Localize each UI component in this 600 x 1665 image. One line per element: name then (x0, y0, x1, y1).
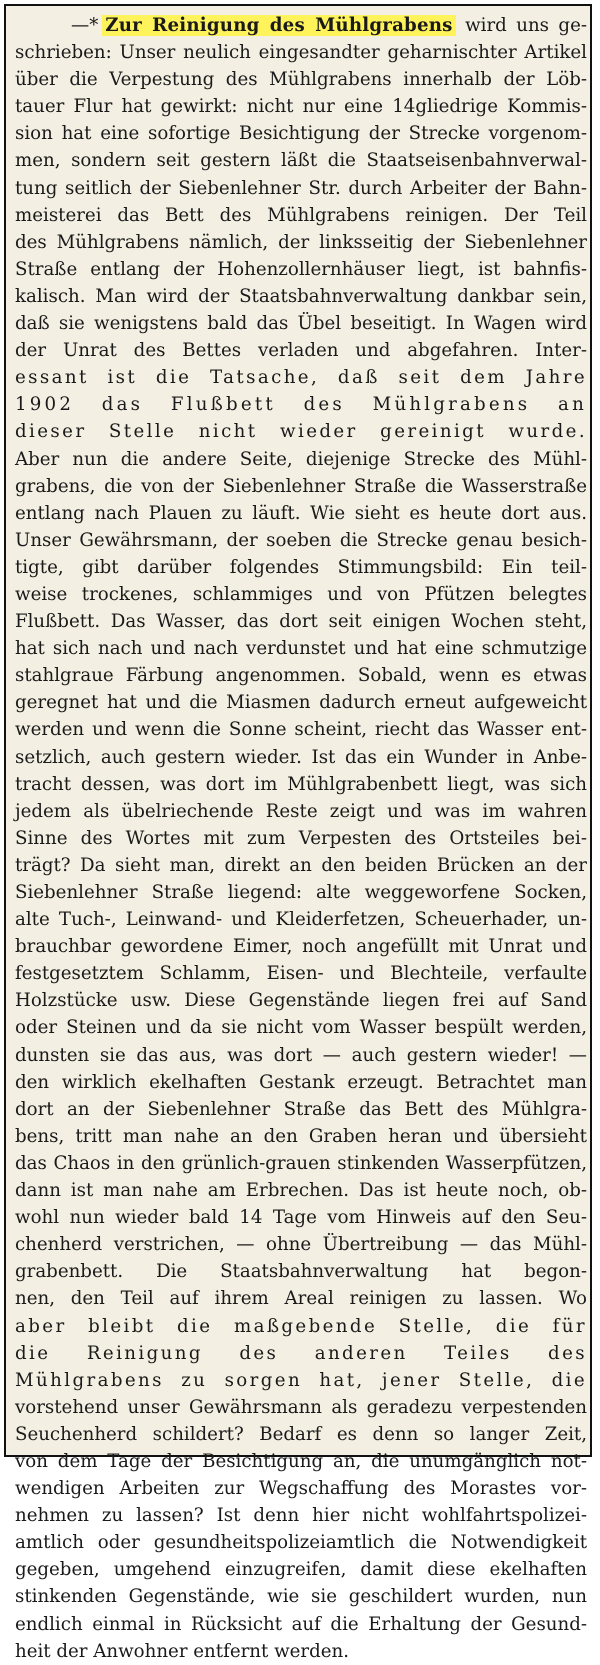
article-line: werden und wenn die Sonne scheint, riecht das Wasser ent- (15, 719, 587, 741)
article-line: Aber nun die andere Seite, diejenige Strecke des Mühl- (15, 448, 587, 470)
article-line: bens, tritt man nahe an den Graben heran und übersieht (15, 1125, 587, 1147)
article-line: hat sich nach und nach verdunstet und hat eine schmutzige (15, 638, 587, 660)
article-line: nehmen zu lassen? Ist denn hier nicht wohlfahrtspolizei- (15, 1505, 587, 1527)
article-line-spaced: Mühlgrabens zu sorgen hat, jener Stelle, die (15, 1369, 587, 1391)
article-line: dunsten sie das aus, was dort — auch gestern wieder! — (15, 1044, 587, 1066)
article-line: grabenbett. Die Staatsbahnverwaltung hat begon- (15, 1261, 587, 1283)
article-line: men, sondern seit gestern läßt die Staatseisenbahnverwal- (15, 150, 587, 172)
article-line: amtlich oder gesundheitspolizeiamtlich die Notwendigkeit (15, 1532, 587, 1554)
article-line: kalisch. Man wird der Staatsbahnverwaltung dankbar sein, (15, 285, 587, 307)
article-line: sion hat eine sofortige Besichtigung der Strecke vorgenom- (15, 123, 587, 145)
article-line: Holzstücke usw. Diese Gegenstände liegen frei auf Sand (15, 990, 587, 1012)
article-line: trägt? Da sieht man, direkt an den beiden Brücken an der (15, 854, 587, 876)
article-line: der Unrat des Bettes verladen und abgefahren. Inter- (15, 340, 587, 362)
article-line: grabens, die von der Siebenlehner Straße die Wasserstraße (15, 475, 587, 497)
newspaper-clipping (4, 4, 592, 1662)
article-line: endlich einmal in Rücksicht auf die Erhaltung der Gesund- (15, 1613, 587, 1635)
article-line: oder Steinen und da sie nicht vom Wasser bespült werden, (15, 1017, 587, 1039)
article-line: dort an der Siebenlehner Straße das Bett des Mühlgra- (15, 1098, 587, 1120)
article-line: Unser Gewährsmann, der soeben die Strecke genau besich- (15, 529, 587, 551)
article-line: daß sie wenigstens bald das Übel beseitigt. In Wagen wird (15, 313, 587, 335)
article-line: vorstehend unser Gewährsmann als geradezu verpestenden (15, 1396, 587, 1418)
article-line (15, 12, 587, 39)
article-line: schrieben: Unser neulich eingesandter geharnischter Artikel (15, 42, 587, 64)
article-headline: Zur Reinigung des Mühlgrabens (102, 15, 455, 36)
article-line: setzlich, auch gestern wieder. Ist das ein Wunder in Anbe- (15, 746, 587, 768)
article-line: geregnet hat und die Miasmen dadurch erneut aufgeweicht (15, 692, 587, 714)
article-line: tauer Flur hat gewirkt: nicht nur eine 14gliedrige Kommis- (15, 96, 587, 118)
article-line: stahlgraue Färbung angenommen. Sobald, wenn es etwas (15, 665, 587, 687)
article-line: brauchbar gewordene Eimer, noch angefüllt mit Unrat und (15, 936, 587, 958)
article-line: weise trockenes, schlammiges und von Pfützen belegtes (15, 583, 587, 605)
article-line: wendigen Arbeiten zur Wegschaffung des Morastes vor- (15, 1478, 587, 1500)
article-line: tung seitlich der Siebenlehner Str. durch Arbeiter der Bahn- (15, 177, 587, 199)
article-line: von dem Tage der Besichtigung an, die unumgänglich not- (15, 1450, 587, 1472)
article-line: Sinne des Wortes mit zum Verpesten des Ortsteiles bei- (15, 827, 587, 849)
article-line-spaced: essant ist die Tatsache, daß seit dem Jahre (15, 367, 587, 389)
article-line-spaced: aber bleibt die maßgebende Stelle, die für (15, 1315, 587, 1337)
article-line-spaced: 1902 das Flußbett des Mühlgrabens an (15, 394, 587, 416)
article-line: nen, den Teil auf ihrem Areal reinigen zu lassen. Wo (15, 1288, 587, 1310)
article-line-text: wird uns ge- (465, 15, 587, 36)
article-line: Flußbett. Das Wasser, das dort seit einigen Wochen steht, (15, 611, 587, 633)
article-line: über die Verpestung des Mühlgrabens innerhalb der Löb- (15, 69, 587, 91)
lead-dash: —* (71, 15, 99, 36)
article-line: chenherd verstrichen, — ohne Übertreibung — das Mühl- (15, 1234, 587, 1256)
article-text (15, 12, 587, 1665)
article-line: meisterei das Bett des Mühlgrabens reinigen. Der Teil (15, 204, 587, 226)
article-line: alte Tuch-, Leinwand- und Kleiderfetzen, Scheuerhader, un- (15, 909, 587, 931)
article-line: stinkenden Gegenstände, wie sie geschildert wurden, nun (15, 1586, 587, 1608)
article-line-last: heit der Anwohner entfernt werden. (15, 1640, 349, 1662)
article-line-spaced: dieser Stelle nicht wieder gereinigt wurde. (15, 421, 587, 443)
article-line: festgesetztem Schlamm, Eisen- und Blechteile, verfaulte (15, 963, 587, 985)
article-line: dann ist man nahe am Erbrechen. Das ist heute noch, ob- (15, 1180, 587, 1202)
article-line: wohl nun wieder bald 14 Tage vom Hinweis auf den Seu- (15, 1207, 587, 1229)
article-line: Siebenlehner Straße liegend: alte weggeworfene Socken, (15, 882, 587, 903)
article-line: Seuchenherd schildert? Bedarf es denn so langer Zeit, (15, 1423, 587, 1445)
article-line: das Chaos in den grünlich-grauen stinkenden Wasserpfützen, (15, 1152, 587, 1174)
article-line: den wirklich ekelhaften Gestank erzeugt. Betrachtet man (15, 1071, 587, 1093)
article-line: Straße entlang der Hohenzollernhäuser liegt, ist bahnfis- (15, 258, 587, 280)
article-line: des Mühlgrabens nämlich, der linksseitig der Siebenlehner (15, 231, 587, 253)
article-line: entlang nach Plauen zu läuft. Wie sieht es heute dort aus. (15, 502, 587, 524)
article-line: tracht dessen, was dort im Mühlgrabenbett liegt, was sich (15, 773, 587, 795)
article-line: jedem als übelriechende Reste zeigt und was im wahren (15, 800, 587, 822)
article-line: tigte, gibt darüber folgendes Stimmungsbild: Ein teil- (15, 556, 587, 578)
article-line: gegeben, umgehend einzugreifen, damit diese ekelhaften (15, 1559, 587, 1581)
article-line-spaced: die Reinigung des anderen Teiles des (15, 1342, 587, 1364)
